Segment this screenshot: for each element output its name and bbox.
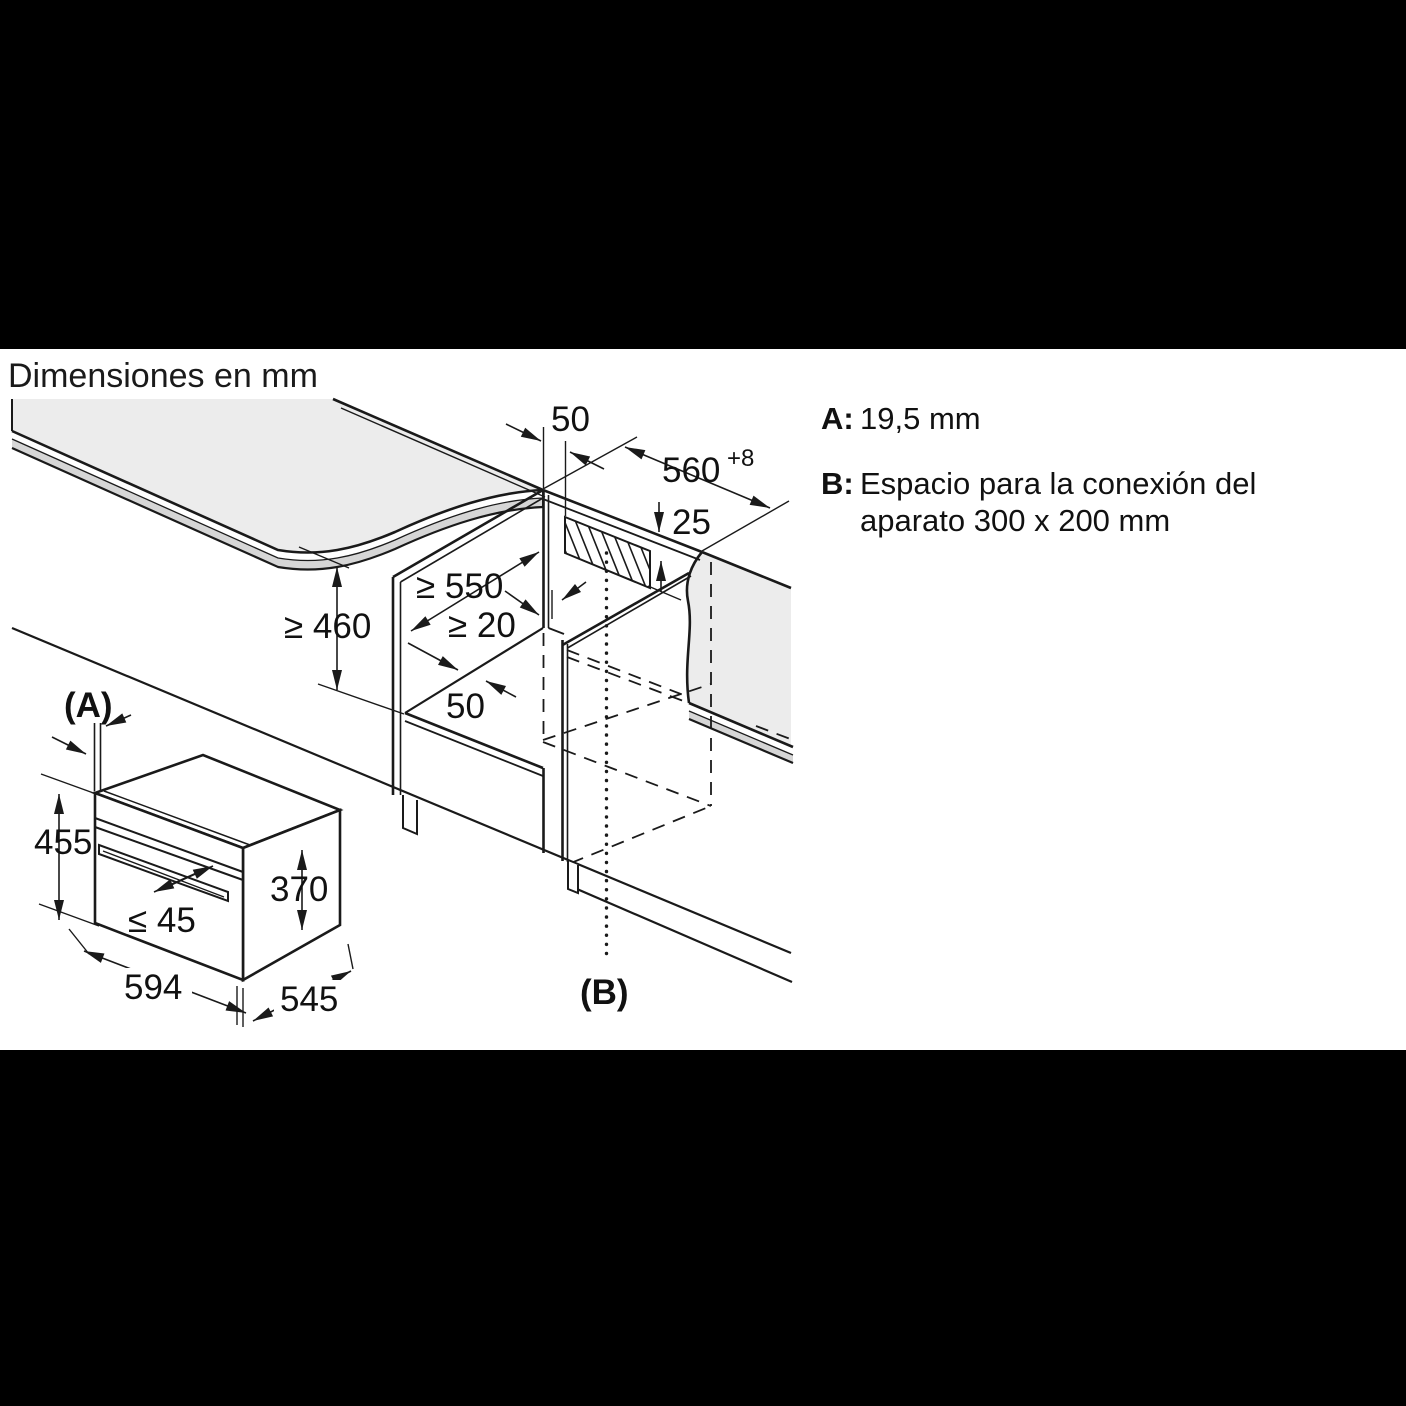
legend-b-line2: aparato 300 x 200 mm bbox=[860, 503, 1171, 538]
letterbox-top bbox=[0, 0, 1406, 349]
label-oven-width: 594 bbox=[124, 968, 183, 1007]
label-top-reveal: 50 bbox=[551, 400, 590, 439]
label-handle-clearance: ≤ 45 bbox=[128, 901, 196, 940]
label-vent-clearance: 25 bbox=[672, 503, 711, 542]
legend-b-key: B: bbox=[821, 466, 854, 501]
legend-a-key: A: bbox=[821, 401, 854, 436]
label-oven-front-height: 370 bbox=[270, 870, 329, 909]
label-oven-height: 455 bbox=[34, 823, 93, 862]
legend-a-value: 19,5 mm bbox=[860, 401, 981, 436]
label-cabinet-depth: ≥ 550 bbox=[416, 567, 504, 606]
cabinet-foot-left bbox=[403, 795, 417, 834]
marker-b: (B) bbox=[580, 973, 629, 1012]
letterbox-bottom bbox=[0, 1050, 1406, 1406]
legend-b-line1: Espacio para la conexión del bbox=[860, 466, 1257, 501]
cabinet-foot-right bbox=[568, 861, 578, 893]
label-floor-strip: 50 bbox=[446, 687, 485, 726]
marker-a: (A) bbox=[64, 686, 113, 725]
page-title: Dimensiones en mm bbox=[8, 357, 318, 395]
label-niche-width-tolerance: +8 bbox=[727, 445, 755, 472]
label-rear-gap: ≥ 20 bbox=[448, 606, 516, 645]
label-niche-width: 560 bbox=[662, 451, 721, 490]
label-niche-height: ≥ 460 bbox=[284, 607, 372, 646]
label-oven-depth: 545 bbox=[280, 980, 339, 1019]
